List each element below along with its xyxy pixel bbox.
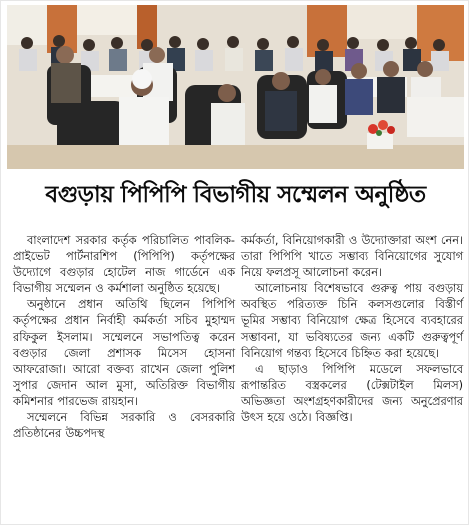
article-headline: বগুড়ায় পিপিপি বিভাগীয় সম্মেলন অনুষ্ঠিত: [45, 182, 426, 208]
paragraph: কর্মকর্তা, বিনিয়োগকারী ও উদ্যোক্তারা অংশ নেন। তারা পিপিপি খাতে সম্ভাব্য বিনিয়োগের সুযোগ নিয়ে ফলপ্রসূ আলোচনা করেন।: [241, 234, 463, 280]
article-left-column: [13, 233, 235, 442]
event-photo-illustration: [7, 5, 464, 169]
paragraph: আলোচনায় বিশেষভাবে গুরুত্ব পায় বগুড়ায় অবস্থিত পরিত্যক্ত চিনি কলসগুলোর বিস্তীর্ণ ভূমির সম্ভাব্য বিনিয়োগ ক্ষেত্র হিসেবে ব্যবহারের সম্ভাবনা, যা ভবিষ্যতের জন্য একটি গুরুত্বপূর্ণ বিনিয়োগ গন্তব্য হিসেবে চিহ্নিত করা হয়েছে।: [241, 282, 463, 360]
paragraph: অনুষ্ঠানে প্রধান অতিথি ছিলেন পিপিপি কর্তৃপক্ষের প্রধান নির্বাহী কর্মকর্তা সচিব মুহাম্মদ রফিকুল ইসলাম। সম্মেলনে সভাপতিত্ব করেন বগুড়ার জেলা প্রশাসক মিসেস হোসনা আফরোজা। আরো বক্তব্য রাখেন জেলা পুলিশ সুপার জেদান আল মুসা, অতিরিক্ত বিভাগীয় কমিশনার পারভেজ রায়হান।: [13, 298, 235, 408]
event-photo: [7, 5, 464, 169]
paragraph: বাংলাদেশ সরকার কর্তৃক পরিচালিত পাবলিক-প্রাইভেট পার্টনারশিপ (পিপিপি) কর্তৃপক্ষের উদ্যোগে বগুড়ার হোটেল নাজ গার্ডেনে এক বিভাগীয় সম্মেলন ও কর্মশালা অনুষ্ঠিত হয়েছে।: [13, 234, 235, 296]
article-right-column: [241, 233, 463, 426]
paragraph: সম্মেলনে বিভিন্ন সরকারি ও বেসরকারি প্রতিষ্ঠানের উচ্চপদস্থ: [13, 411, 235, 441]
paragraph: এ ছাড়াও পিপিপি মডেলে সফলভাবে রূপান্তরিত বস্ত্রকলের (টেক্সটাইল মিলস) অভিজ্ঞতা অংশগ্রহণকারীদের জন্য অনুপ্রেরণার উৎস হয়ে ওঠে। বিজ্ঞপ্তি।: [241, 362, 463, 425]
